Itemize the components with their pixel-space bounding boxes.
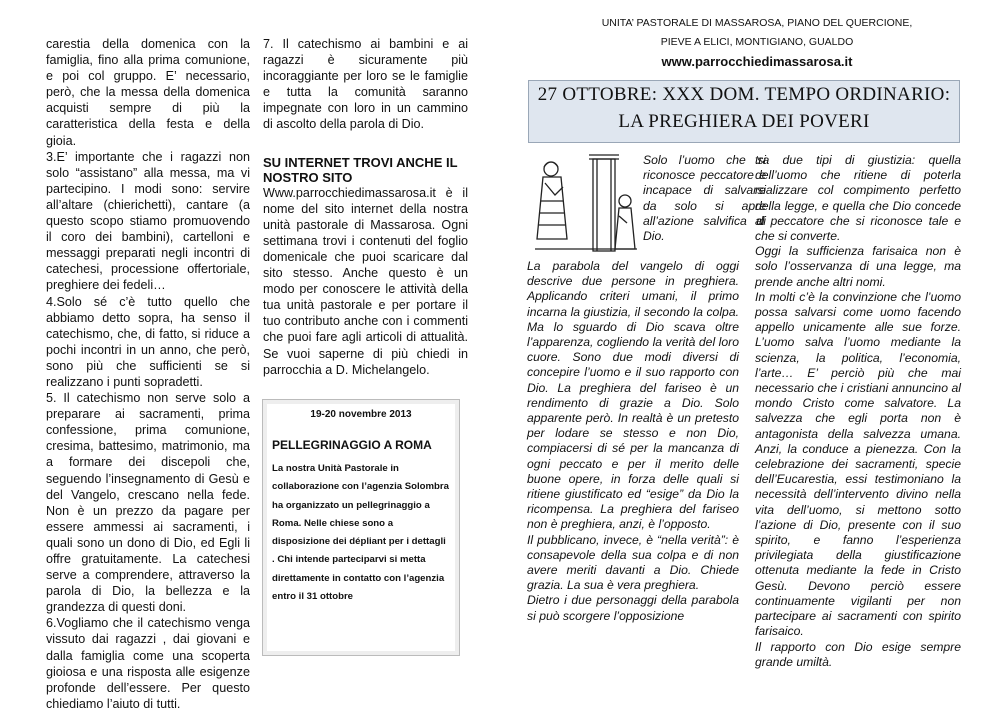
title-line-2: LA PREGHIERA DEI POVERI xyxy=(618,111,870,132)
paragraph: 4.Solo sé c’è tutto quello che abbiamo detto sopra, ha senso il catechismo, che, di fatto, si riduce a pochi incontri in un anno, che però, sono più che sufficienti se si realizzano i punti sopradetti. xyxy=(46,294,250,389)
article-column-2 xyxy=(755,153,961,670)
pilgrimage-date: 19-20 novembre 2013 xyxy=(310,409,412,420)
paragraph: Il rapporto con Dio esige sempre grande umiltà. xyxy=(755,639,961,669)
paragraph: tra due tipi di giustizia: quella dell’uomo che ritiene di poterla realizzare col compimento perfetto della legge, e quella che Dio concede al peccatore che si riconosce tale e che si converte. xyxy=(755,153,961,244)
article-intro xyxy=(643,153,766,244)
pharisee-publican-illustration xyxy=(533,151,639,254)
paragraph: 5. Il catechismo non serve solo a preparare ai sacramenti, prima confessione, prima comunione, cresima, battesimo, matrimonio, ma a formare dei discepoli che, seguendo l’insegnamento di Gesù e del Vangelo, crescano nella fede. Non è un prezzo da pagare per essere ammessi ai sacramenti, i quali sono un dono di Dio, ed Egli li offre gratuitamente. La catechesi serve a comprendere, attraverso la parola di Dio, la bellezza e la grandezza di questi doni. xyxy=(46,391,250,615)
left-column-1 xyxy=(46,36,250,712)
paragraph: carestia della domenica con la famiglia, fino alla prima comunione, e poi col gruppo. E’ necessario, però, che la messa della domenica acquisti sempre di più la caratteristica della festa e della gioia. xyxy=(46,37,250,148)
pilgrimage-text: La nostra Unità Pastorale in collaborazione con l’agenzia Solombra ha organizzato un pellegrinaggio a Roma. Nelle chiese sono a disposizione dei dépliant per i dettagli . Chi intende parteciparvi si metta direttamente in contatto con l’agenzia entro il 31 ottobre xyxy=(272,463,449,603)
left-column-2 xyxy=(263,36,468,378)
parish-header-line2: PIEVE A ELICI, MONTIGIANO, GUALDO xyxy=(660,36,854,48)
paragraph: Solo l’uomo che si riconosce peccatore e incapace di salvarsi da solo si apre all’azione salvifica di Dio. xyxy=(643,153,766,244)
title-line-1: 27 OTTOBRE: XXX DOM. TEMPO ORDINARIO: xyxy=(537,84,951,105)
article-column-1 xyxy=(527,259,739,624)
pilgrimage-box xyxy=(262,399,460,656)
paragraph: 7. Il catechismo ai bambini e ai ragazzi è sicuramente più incoraggiante per loro se le famiglie e tutta la comunità saranno impegnate con loro in un cammino di ascolto della parola di Dio. xyxy=(263,37,468,132)
internet-heading: SU INTERNET TROVI ANCHE IL NOSTRO SITO xyxy=(263,154,458,185)
pilgrimage-title: PELLEGRINAGGIO A ROMA xyxy=(272,438,432,452)
website-link[interactable]: www.parrocchiedimassarosa.it xyxy=(661,54,853,69)
paragraph: 6.Vogliamo che il catechismo venga vissuto dai ragazzi , dai giovani e dalla famiglia come una scoperta gioiosa e una risposta alle esigenze profonde dell’essere. Per questo chiediamo l’aiuto di tutti. xyxy=(46,616,250,711)
paragraph: Il pubblicano, invece, è “nella verità”: è consapevole della sua colpa e di non avere meriti davanti a Dio. Chiede grazia. La sua è vera preghiera. xyxy=(527,532,739,593)
paragraph: Www.parrocchiedimassarosa.it è il nome del sito internet della nostra unità pastorale di Massarosa. Ogni settimana trovi i contenuti del foglio domenicale che puoi scaricare dal sito stesso. Anche questo è un modo per conoscere le attività della tua unità pastorale e per portare il tuo contributo anche con i commenti che puoi fare agli articoli di attualità. Se vuoi saperne di più chiedi in parrocchia a D. Michelangelo. xyxy=(263,185,468,377)
parish-header-line1: UNITA’ PASTORALE DI MASSAROSA, PIANO DEL QUERCIONE, xyxy=(601,17,913,29)
paragraph: Dietro i due personaggi della parabola si può scorgere l’opposizione xyxy=(527,593,739,623)
page-title xyxy=(528,80,960,143)
paragraph: In molti c’è la convinzione che l’uomo possa salvarsi come uomo facendo appello unicamente alle sue forze. L’uomo salva l’uomo mediante la scienza, la politica, l’economia, l’arte… E’ perciò più che mai necessario che i cristiani annuncino al mondo Cristo come salvatore. La salvezza che egli porta non è antagonista della salvezza umana. Anzi, la conduce a pienezza. Con la celebrazione dei sacramenti, specie dell’Eucarestia, essi testimoniano la necessità dell’intervento divino nella vita dell’uomo, si mettono sotto l’azione di Dio, presente con il suo spirito, e fanno l’esperienza privilegiata della giustificazione ottenuta mediante la fede in Cristo Gesù. Devono perciò essere continuamente vigilanti per non partecipare ai sacramenti con spirito farisaico. xyxy=(755,289,961,639)
paragraph: 3.E’ importante che i ragazzi non solo “assistano” alla messa, ma vi partecipino. I modi sono: servire all’altare (chierichetti), cantare (a questo scopo stiamo promuovendo il coro dei bambini), cartelloni e messaggi preparati negli incontri di catechesi, processione offertoriale, preghiere dei fedeli… xyxy=(46,149,250,293)
paragraph: La parabola del vangelo di oggi descrive due persone in preghiera. Applicando criteri umani, il primo incarna la giustizia, il secondo la colpa. Ma lo sguardo di Dio scava oltre l’apparenza, cogliendo la verità del loro cuore. Sono due modi diversi di concepire l’uomo e il suo rapporto con Dio. La preghiera del fariseo è un rendimento di grazie a Dio. Solo apparente però. In realtà è un pretesto per lodare se stesso e non Dio, compiacersi di sé per la mancanza di ogni peccato e per il merito delle buone opere, in forza delle quali si ritiene giustificato ed “esige” da Dio la ricompensa. La preghiera del fariseo non è preghiera, anzi, è l’opposto. xyxy=(527,259,739,532)
paragraph: Oggi la sufficienza farisaica non è solo l’osservanza di una legge, ma prende anche altri nomi. xyxy=(755,244,961,289)
